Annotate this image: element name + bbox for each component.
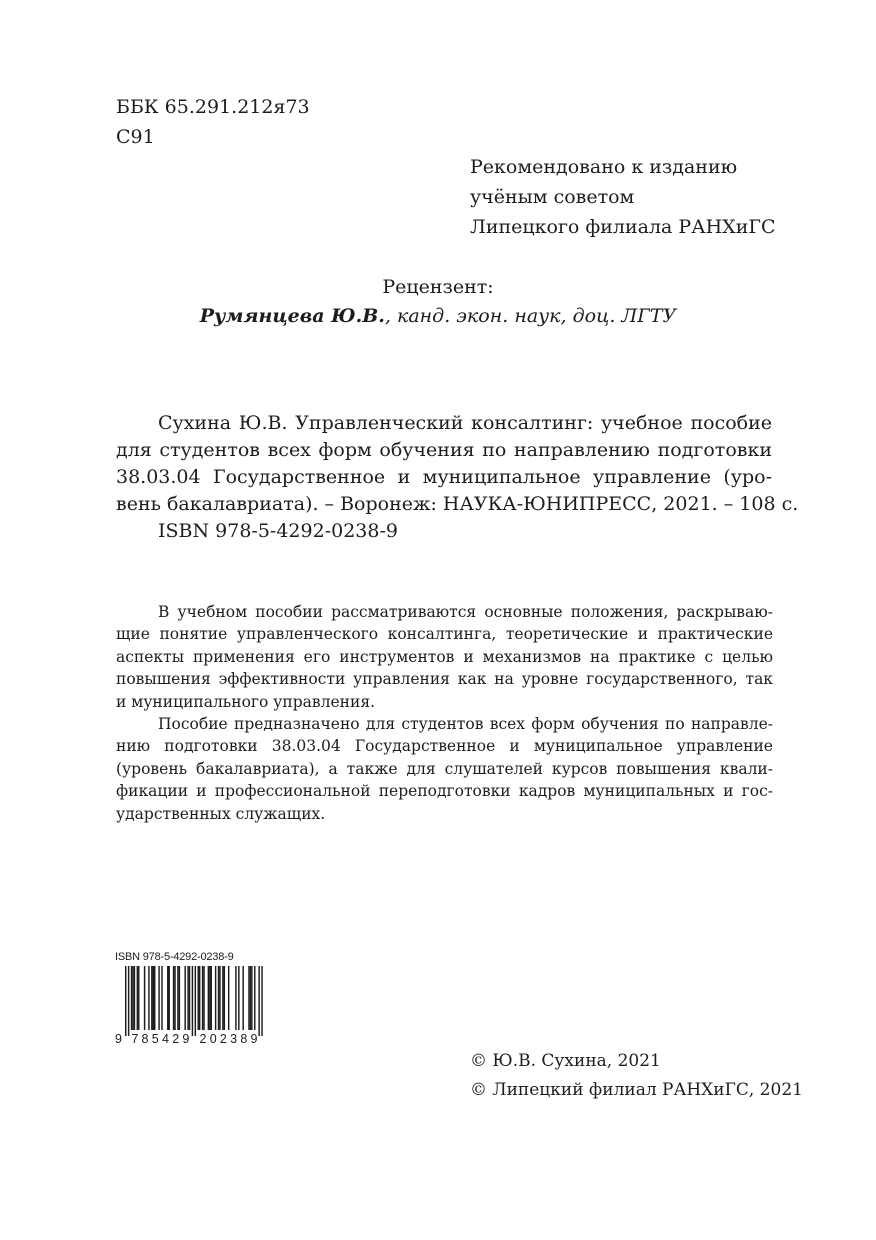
barcode-isbn-label: ISBN 978-5-4292-0238-9 bbox=[115, 951, 234, 963]
barcode-bar bbox=[242, 966, 243, 1030]
barcode-bar bbox=[228, 966, 229, 1030]
barcode-bar bbox=[218, 966, 219, 1030]
citation-line: для студентов всех форм обучения по направлению подготовки bbox=[116, 439, 772, 461]
abstract bbox=[116, 601, 773, 825]
author-code: С91 bbox=[116, 126, 155, 148]
barcode-bar bbox=[131, 966, 132, 1030]
abstract-line: В учебном пособии рассматриваются основные положения, раскрываю- bbox=[158, 603, 773, 621]
bibliographic-citation bbox=[116, 410, 799, 545]
barcode-bar bbox=[198, 966, 199, 1030]
reviewer-heading: Рецензент: bbox=[382, 276, 494, 298]
barcode-bar bbox=[208, 966, 209, 1030]
barcode-bar bbox=[248, 966, 249, 1030]
barcode-bar bbox=[167, 966, 168, 1030]
barcode-bar bbox=[189, 966, 190, 1030]
isbn-barcode bbox=[114, 964, 264, 1046]
classification-codes bbox=[116, 92, 310, 152]
bbk-code: ББК 65.291.212я73 bbox=[116, 96, 310, 118]
barcode-bar bbox=[134, 966, 135, 1030]
barcode-guard-bar bbox=[258, 966, 259, 1036]
barcode-bar bbox=[224, 966, 225, 1030]
barcode-bar bbox=[215, 966, 216, 1030]
citation-line: 38.03.04 Государственное и муниципальное управление (уро- bbox=[116, 466, 772, 488]
barcode-bar bbox=[137, 966, 138, 1030]
citation-isbn: ISBN 978-5-4292-0238-9 bbox=[158, 520, 398, 542]
abstract-line: и муниципального управления. bbox=[116, 692, 376, 711]
barcode-bar bbox=[250, 966, 251, 1030]
barcode-guard-bar bbox=[125, 966, 126, 1036]
barcode-bar bbox=[238, 966, 239, 1030]
abstract-line: ударственных служащих. bbox=[116, 804, 326, 823]
recommendation-line: Липецкого филиала РАНХиГС bbox=[470, 216, 776, 238]
citation-line: вень бакалавриата). – Воронеж: НАУКА-ЮНИПРЕСС, 2021. – 108 с. bbox=[116, 493, 799, 515]
barcode-bar bbox=[151, 966, 152, 1030]
barcode-bar bbox=[174, 966, 175, 1030]
copyright-author: © Ю.В. Сухина, 2021 bbox=[470, 1051, 661, 1071]
barcode-bar bbox=[202, 966, 203, 1030]
barcode-bar bbox=[222, 966, 223, 1030]
barcode-bar bbox=[173, 966, 174, 1030]
abstract-line: нию подготовки 38.03.04 Государственное и муниципальное управление bbox=[116, 737, 773, 756]
barcode-bar bbox=[177, 966, 178, 1030]
barcode-bar bbox=[211, 966, 212, 1030]
barcode-bar bbox=[184, 966, 185, 1030]
barcode-guard-bar bbox=[261, 966, 262, 1036]
barcode-bar bbox=[199, 966, 200, 1030]
barcode-guard-bar bbox=[128, 966, 129, 1036]
recommendation-line: учёным советом bbox=[470, 186, 635, 208]
barcode-bar bbox=[158, 966, 159, 1030]
barcode-bar bbox=[251, 966, 252, 1030]
barcode-bar bbox=[187, 966, 188, 1030]
abstract-line: (уровень бакалавриата), а также для слушателей курсов повышения квали- bbox=[116, 759, 773, 778]
abstract-line: Пособие предназначено для студентов всех форм обучения по направле- bbox=[158, 715, 773, 734]
barcode-bar bbox=[209, 966, 210, 1030]
barcode-bar bbox=[153, 966, 154, 1030]
barcode-bar bbox=[203, 966, 204, 1030]
barcode-bar bbox=[154, 966, 155, 1030]
reviewer-details: , канд. экон. наук, доц. ЛГТУ bbox=[384, 305, 677, 327]
abstract-line: аспекты применения его инструментов и механизмов на практике с целью bbox=[116, 647, 773, 666]
copyright-publisher: © Липецкий филиал РАНХиГС, 2021 bbox=[470, 1080, 803, 1100]
barcode-guard-bar bbox=[192, 966, 193, 1036]
barcode-bar bbox=[254, 966, 255, 1030]
barcode-bar bbox=[235, 966, 236, 1030]
barcode-bar bbox=[148, 966, 149, 1030]
barcode-digits: 9 bbox=[115, 1032, 122, 1046]
abstract-line: повышения эффективности управления как на уровне государственного, так bbox=[116, 670, 773, 689]
barcode-digits: 202389 bbox=[199, 1032, 258, 1046]
recommendation-block bbox=[470, 152, 775, 242]
barcode-bar bbox=[161, 966, 162, 1030]
barcode-bar bbox=[169, 966, 170, 1030]
abstract-line: фикации и профессиональной переподготовки кадров муниципальных и гос- bbox=[116, 782, 773, 801]
barcode-bar bbox=[144, 966, 145, 1030]
barcode-bar bbox=[219, 966, 220, 1030]
barcode-bar bbox=[138, 966, 139, 1030]
barcode-digits: 785429 bbox=[131, 1032, 190, 1046]
barcode-guard-bar bbox=[195, 966, 196, 1036]
recommendation-line: Рекомендовано к изданию bbox=[470, 156, 738, 178]
reviewer-line bbox=[0, 302, 876, 330]
barcode-bar bbox=[132, 966, 133, 1030]
barcode-bar bbox=[179, 966, 180, 1030]
citation-line: Сухина Ю.В. Управленческий консалтинг: учебное пособие bbox=[158, 412, 772, 434]
copyright-block bbox=[470, 1047, 803, 1105]
abstract-line: щие понятие управленческого консалтинга, теоретические и практические bbox=[116, 625, 773, 644]
reviewer-name: Румянцева Ю.В. bbox=[199, 305, 385, 327]
